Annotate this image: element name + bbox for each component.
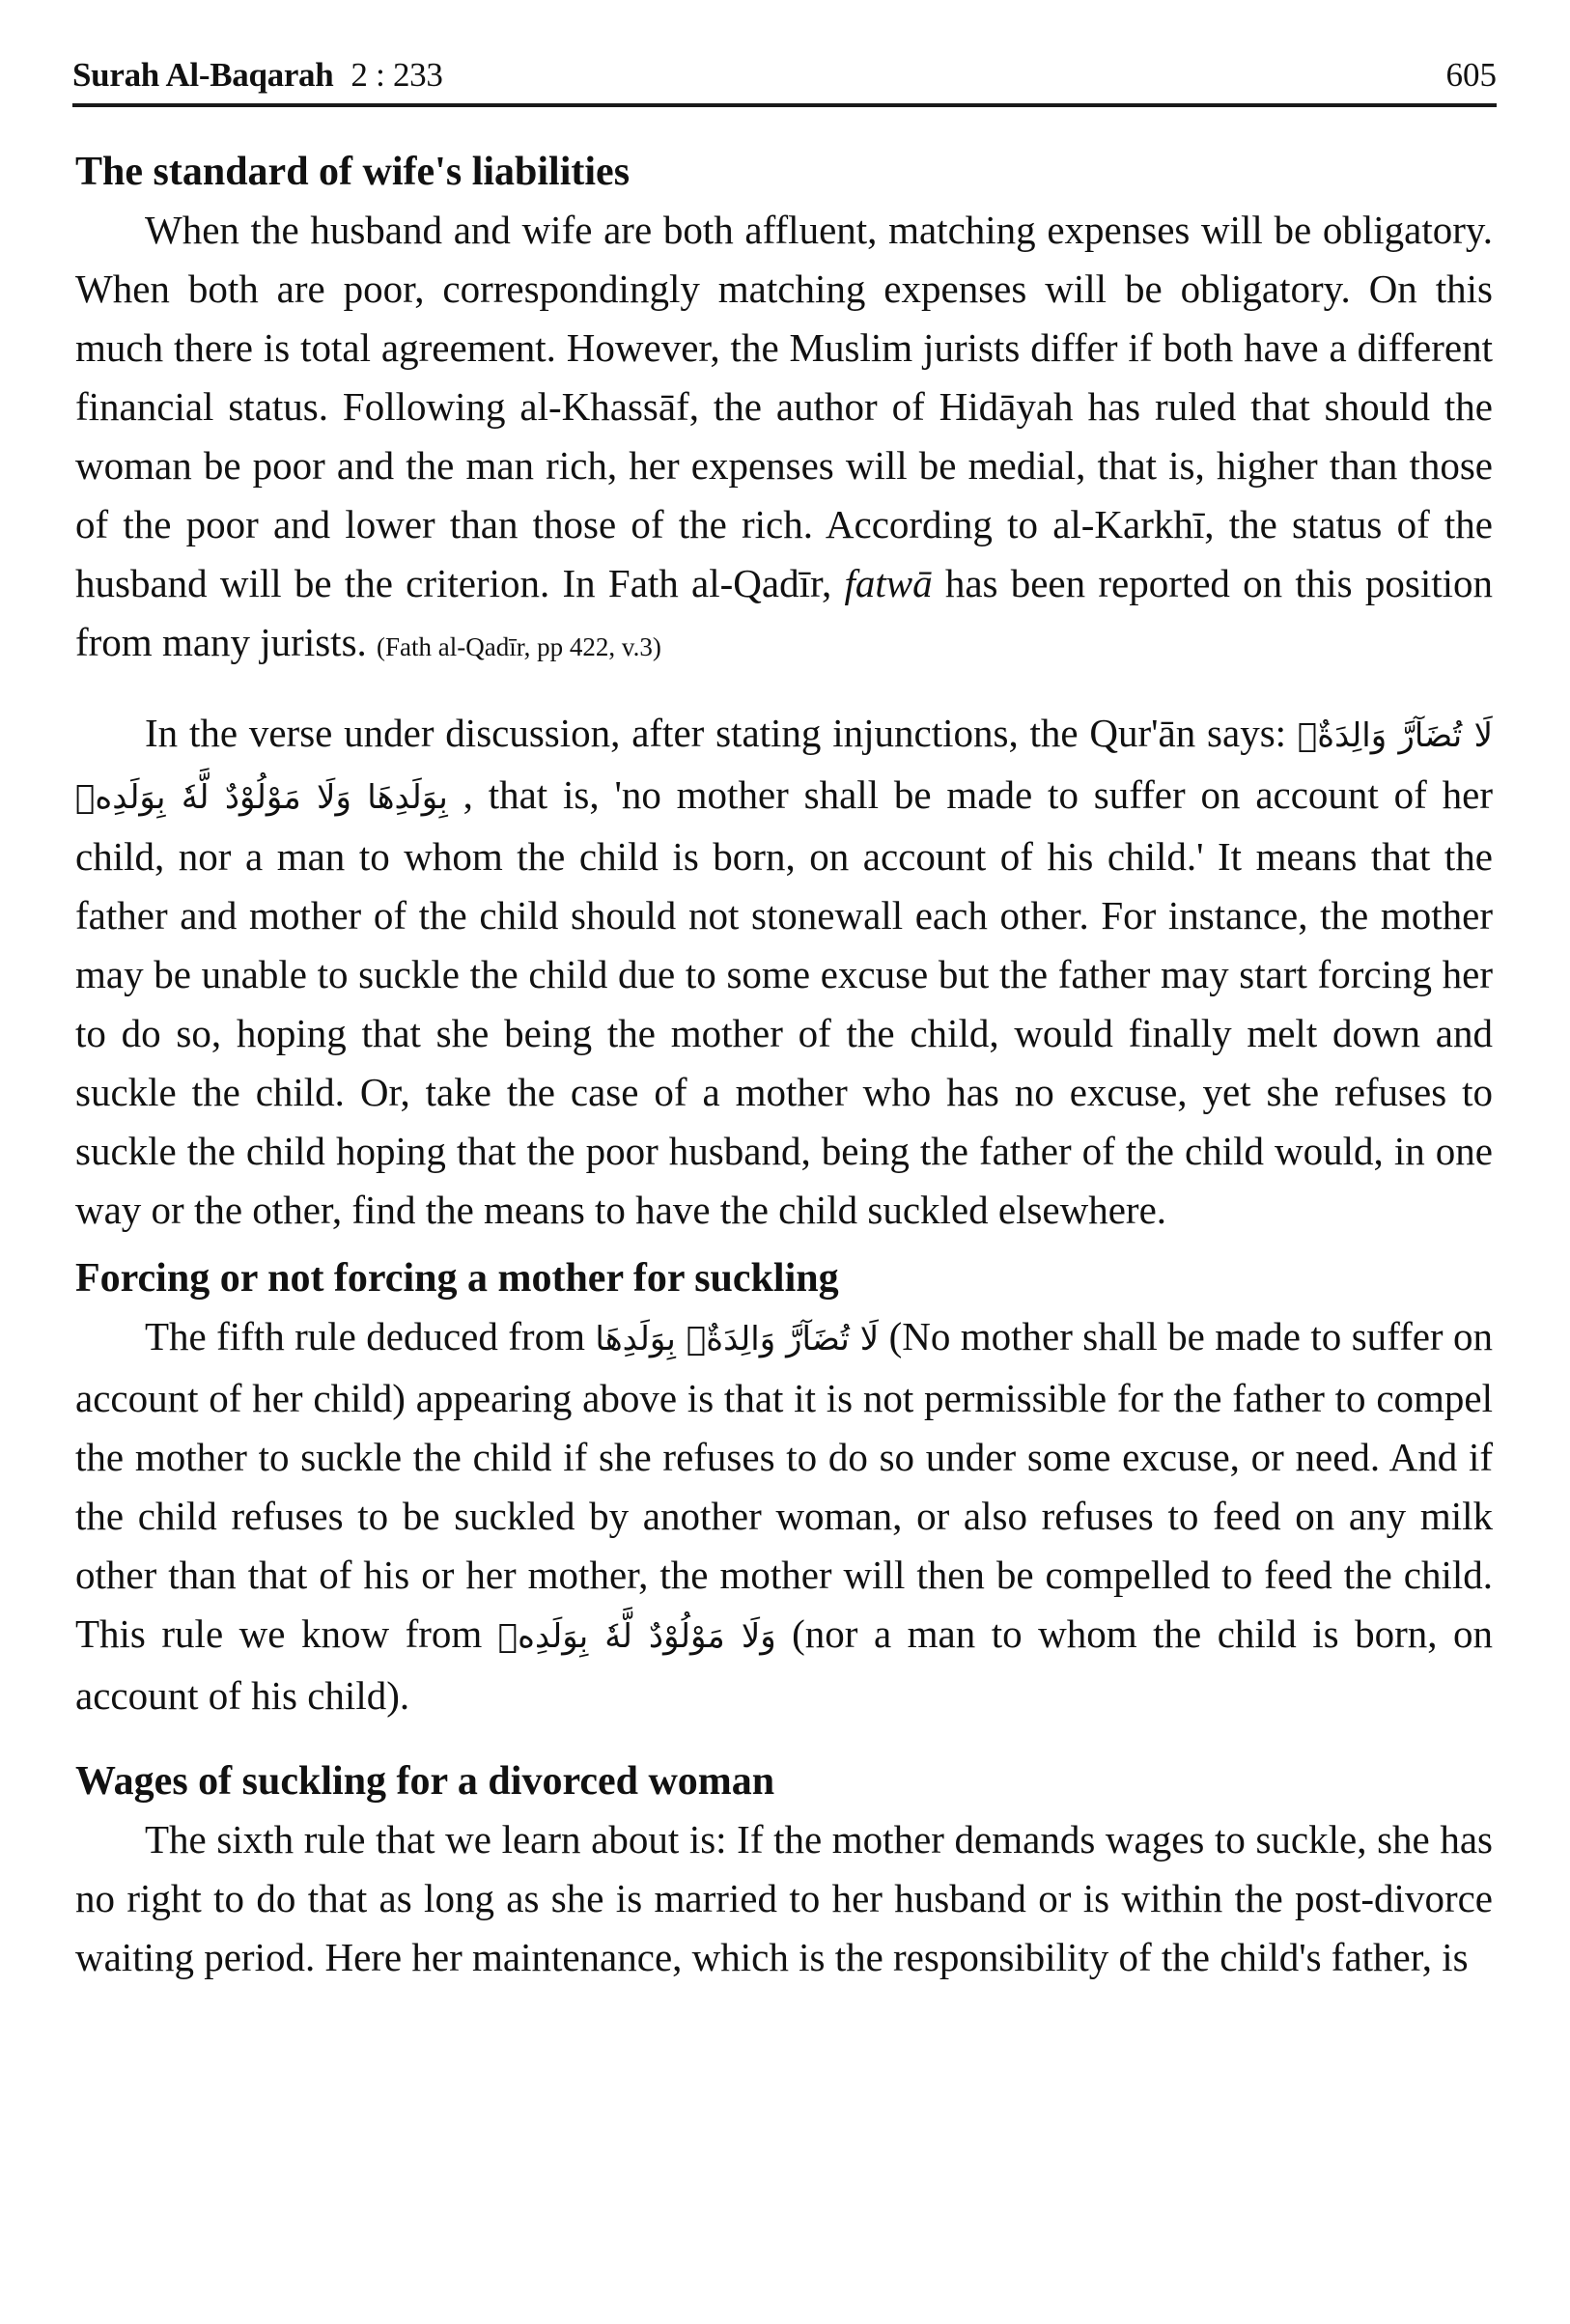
paragraph-wife-liabilities: When the husband and wife are both affluent, matching expenses will be obligatory. When both are poor, correspondingly matching expenses will be obligatory. On this much there is total agreement. However, the Muslim jurists differ if both have a different financial status. Following al-Khassāf, the author of Hidāyah has ruled that should the woman be poor and the man rich, her expenses will be medial, that is, higher than those of the poor and lower than those of the rich. According to al-Karkhī, the status of the husband will be the criterion. In Fath al-Qadīr, fatwā has been reported on this position from many jurists. (Fath al-Qadīr, pp 422, v.3)	[75, 208, 1493, 664]
section-heading-forcing-mother: Forcing or not forcing a mother for suckling	[75, 1256, 839, 1301]
section-heading-wages-suckling: Wages of suckling for a divorced woman	[75, 1759, 775, 1804]
page-body	[75, 143, 1493, 1987]
running-header	[72, 50, 1497, 108]
paragraph-fifth-rule: The fifth rule deduced from لَا تُضَآرَّ وَالِدَةٌۢ بِوَلَدِهَا (No mother shall be made to suffer on account of her child) appearing above is that it is not permissible for the father to compel the mother to suckle the child if she refuses to do so under some excuse, or need. And if the child refuses to be suckled by another woman, or also refuses to feed on any milk other than that of his or her mother, the mother will then be compelled to feed the child. This rule we know from وَلَا مَوْلُوْدٌ لَّهٗ بِوَلَدِهٖ (nor a man to whom the child is born, on account of his child).	[75, 1314, 1493, 1718]
section-heading-wife-liabilities: The standard of wife's liabilities	[75, 150, 631, 194]
paragraph-sixth-rule: The sixth rule that we learn about is: If the mother demands wages to suckle, she has no right to do that as long as she is married to her husband or is within the post-divorce waiting period. Here her maintenance, which is the responsibility of the child's father, is	[75, 1817, 1493, 1979]
arabic-verse-quote: لَا تُضَآرَّ وَالِدَةٌۢ بِوَلَدِهَا وَلَا مَوْلُوْدٌ لَّهٗ بِوَلَدِهٖ	[75, 716, 1493, 817]
page-number: 605	[1445, 56, 1497, 94]
term-fatwa: fatwā	[844, 561, 933, 605]
paragraph-verse-discussion: In the verse under discussion, after stating injunctions, the Qur'ān says: لَا تُضَآرَّ وَالِدَةٌۢ بِوَلَدِهَا وَلَا مَوْلُوْدٌ لَّهٗ بِوَلَدِهٖ , that is, 'no mother shall be made to suffer on account of her child, nor a man to whom the child is born, on account of his child.' It means that the father and mother of the child should not stonewall each other. For instance, the mother may be unable to suckle the child due to some excuse but the father may start forcing her to do so, hoping that she being the mother of the child, would finally melt down and suckle the child. Or, take the case of a mother who has no excuse, yet she refuses to suckle the child hoping that the poor husband, being the father of the child would, in one way or the other, find the means to have the child suckled elsewhere.	[75, 711, 1493, 1232]
arabic-quote-mother: لَا تُضَآرَّ وَالِدَةٌۢ بِوَلَدِهَا	[595, 1320, 880, 1358]
citation-fath-al-qadir: (Fath al-Qadīr, pp 422, v.3)	[377, 632, 661, 661]
arabic-quote-father: وَلَا مَوْلُوْدٌ لَّهٗ بِوَلَدِهٖ	[497, 1617, 776, 1656]
verse-reference: 2 : 233	[350, 56, 443, 94]
header-rule	[72, 103, 1497, 107]
surah-title: Surah Al-Baqarah 2 : 233	[72, 56, 443, 94]
